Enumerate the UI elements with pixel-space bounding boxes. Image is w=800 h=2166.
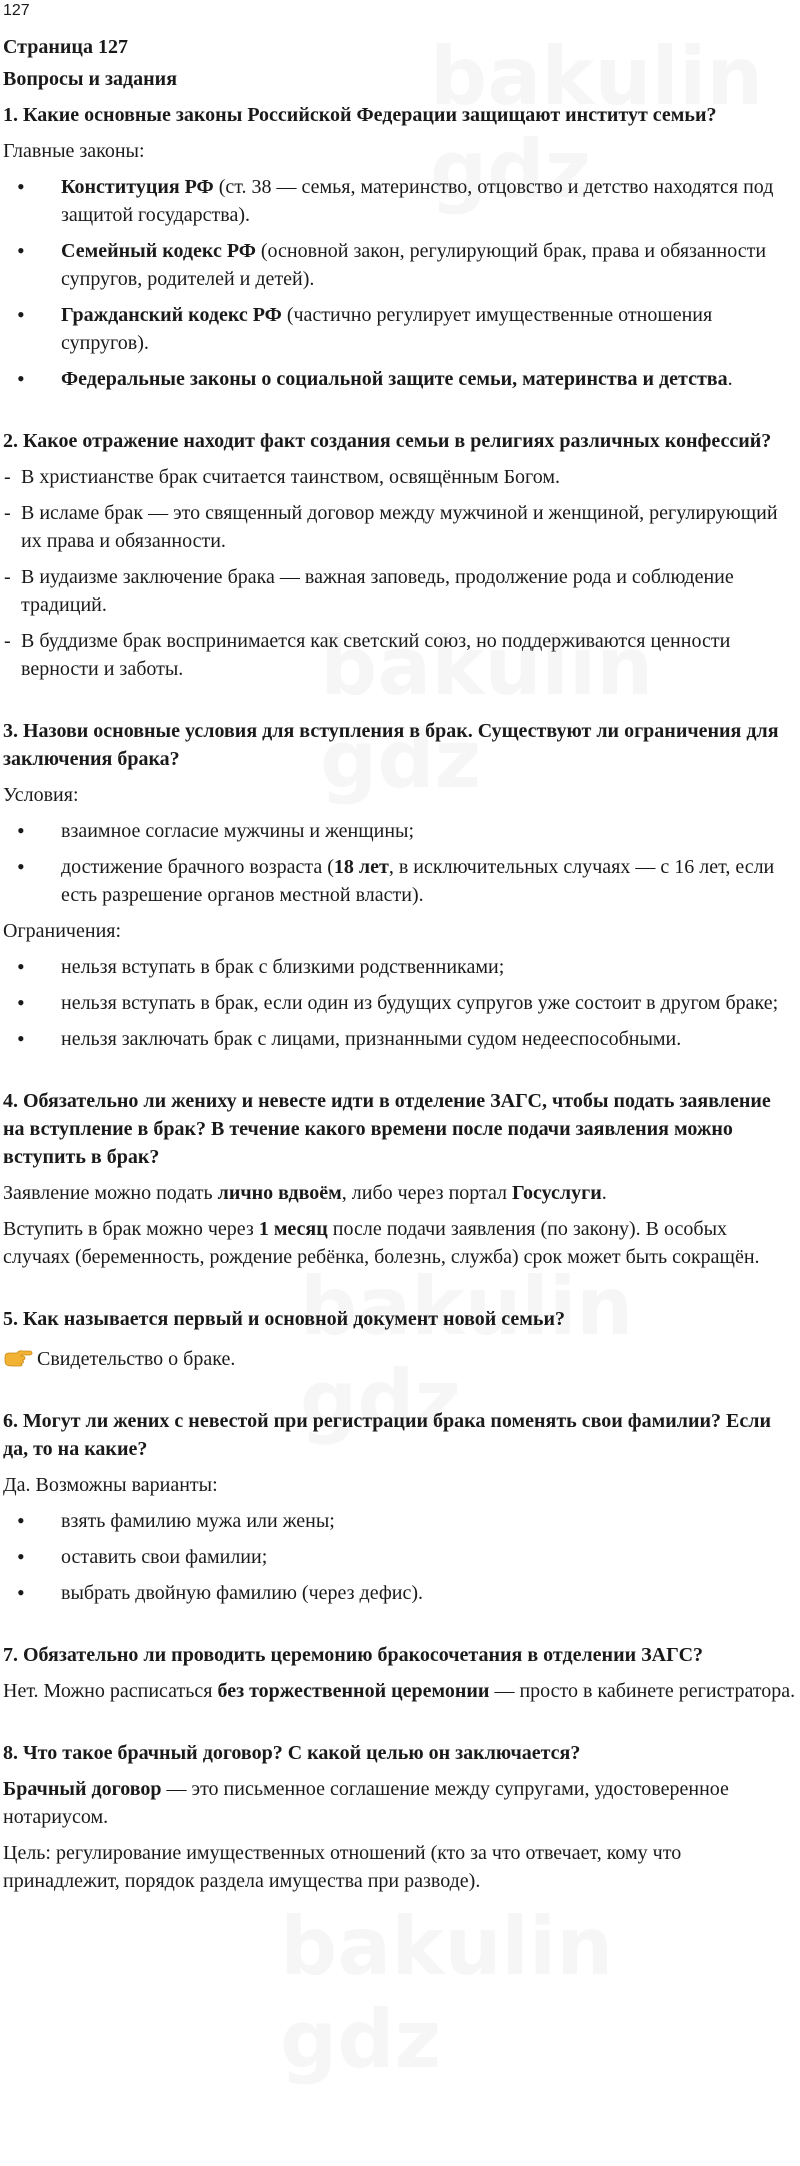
list-item: • Конституция РФ (ст. 38 — семья, материнство, отцовство и детство находятся под защитой государства). [3,173,797,229]
question-6: 6. Могут ли жених с невестой при регистрации брака поменять свои фамилии? Если да, то на какие? [3,1410,772,1460]
page-number: 127 [3,2,30,19]
question-block-6 [3,1407,797,1607]
question-5: 5. Как называется первый и основной документ новой семьи? [3,1308,565,1330]
question-block-8 [3,1739,797,1895]
answer-paragraph: Брачный договор — это письменное соглашение между супругами, удостоверенное нотариусом. [3,1778,729,1828]
list-item: • оставить свои фамилии; [3,1543,797,1571]
question-4: 4. Обязательно ли жениху и невесте идти в отделение ЗАГС, чтобы подать заявление на вступление в брак? В течение какого времени после подачи заявления можно вступить в брак? [3,1090,771,1168]
list-item: - В исламе брак — это священный договор между мужчиной и женщиной, регулирующий их права и обязанности. [3,499,797,555]
list-item: • взять фамилию мужа или жены; [3,1507,797,1535]
list-item: - В иудаизме заключение брака — важная заповедь, продолжение рода и соблюдение традиций. [3,563,797,619]
list-item: • нельзя заключать брак с лицами, признанными судом недееспособными. [3,1025,797,1053]
question-7: 7. Обязательно ли проводить церемонию бракосочетания в отделении ЗАГС? [3,1644,704,1666]
question-block-2 [3,427,797,683]
surname-options-list [3,1507,797,1607]
list-item: • нельзя вступать в брак с близкими родственниками; [3,953,797,981]
answer-paragraph: Заявление можно подать лично вдвоём, либо через портал Госуслуги. [3,1182,607,1204]
conditions-list [3,817,797,909]
list-item: - В буддизме брак воспринимается как светский союз, но поддерживаются ценности верности и заботы. [3,627,797,683]
list-item: • Гражданский кодекс РФ (частично регулирует имущественные отношения супругов). [3,301,797,357]
question-block-3 [3,717,797,1053]
pointing-hand-icon [3,1347,33,1365]
list-item: • Семейный кодекс РФ (основной закон, регулирующий брак, права и обязанности супругов, родителей и детей). [3,237,797,293]
answer-paragraph: Нет. Можно расписаться без торжественной церемонии — просто в кабинете регистратора. [3,1680,796,1702]
watermark [280,1900,800,2086]
list-item: - В христианстве брак считается таинством, освящённым Богом. [3,463,797,491]
question-3: 3. Назови основные условия для вступления в брак. Существуют ли ограничения для заключения брака? [3,720,779,770]
page-title: Страница 127 [3,36,128,58]
limits-list [3,953,797,1053]
answer-paragraph: Цель: регулирование имущественных отношений (кто за что отвечает, кому что принадлежит, порядок раздела имущества при разводе). [3,1842,682,1892]
question-2: 2. Какое отражение находит факт создания семьи в религиях различных конфессий? [3,430,772,452]
answer-paragraph: Вступить в брак можно через 1 месяц после подачи заявления (по закону). В особых случаях (беременность, рождение ребёнка, болезнь, служба) срок может быть сокращён. [3,1218,760,1268]
list-item: • Федеральные законы о социальной защите семьи, материнства и детства. [3,365,797,393]
limits-label: Ограничения: [3,920,122,942]
question-8: 8. Что такое брачный договор? С какой целью он заключается? [3,1742,581,1764]
religions-list [3,463,797,683]
question-block-1 [3,101,797,393]
answer-intro: Главные законы: [3,140,145,162]
question-block-7 [3,1641,797,1705]
question-block-4 [3,1087,797,1271]
list-item: • взаимное согласие мужчины и женщины; [3,817,797,845]
conditions-label: Условия: [3,784,79,806]
section-title: Вопросы и задания [3,68,178,90]
question-block-5 [3,1305,797,1373]
answer-paragraph: Свидетельство о браке. [3,1345,797,1373]
answer-intro: Да. Возможны варианты: [3,1474,218,1496]
list-item: • достижение брачного возраста (18 лет, в исключительных случаях — с 16 лет, если есть разрешение органов местной власти). [3,853,797,909]
question-1: 1. Какие основные законы Российской Федерации защищают институт семьи? [3,104,717,126]
laws-list [3,173,797,393]
list-item: • нельзя вступать в брак, если один из будущих супругов уже состоит в другом браке; [3,989,797,1017]
list-item: • выбрать двойную фамилию (через дефис). [3,1579,797,1607]
